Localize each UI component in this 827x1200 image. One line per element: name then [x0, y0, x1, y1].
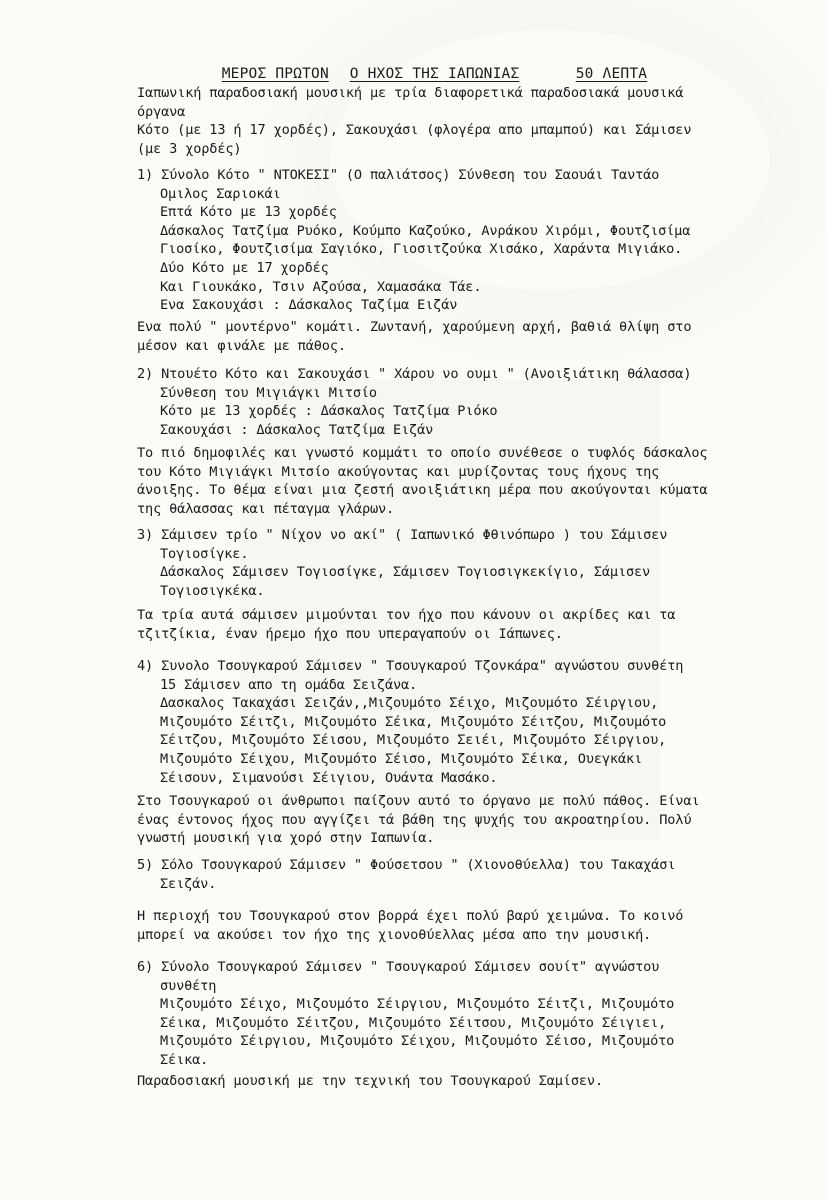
header-title: Ο ΗΧΟΣ ΤΗΣ ΙΑΠΩΝΙΑΣ [349, 66, 520, 82]
piece-detail: Σέικα. [160, 1051, 209, 1068]
piece-5-note [137, 907, 737, 944]
piece-heading: 3) Σάμισεν τρίο " Νίχον νο ακί" ( Ιαπωνικό Φθινόπωρο ) του Σάμισεν [137, 527, 668, 543]
piece-detail: Δάσκαλος Σάμισεν Τογιοσίγκε, Σάμισεν Τογιοσιγκεκίγιο, Σάμισεν [160, 564, 651, 581]
piece-detail: Ομιλος Σαριοκάι [160, 185, 281, 202]
piece-4 [137, 657, 737, 787]
text-line: τζιτζίκια, έναν ήρεμο ήχο που υπεραγαπούν οι Ιάπωνες. [137, 625, 563, 642]
piece-1-note [137, 318, 737, 355]
piece-detail: συνθέτη [160, 977, 217, 994]
piece-detail: Δύο Κότο με 17 χορδές [160, 259, 329, 276]
piece-heading: 5) Σόλο Τσουγκαρού Σάμισεν " Φούσετσου " (Χιονοθύελλα) του Τακαχάσι [137, 857, 676, 873]
text-line: μέσον και φινάλε με πάθος. [137, 337, 346, 354]
text-line: μπορεί να ακούσει τον ήχο της χιονοθύελλας μέσα απο την μουσική. [137, 926, 652, 943]
text-line: (με 3 χορδές) [137, 140, 242, 157]
piece-detail: 15 Σάμισεν απο τη ομάδα Σειζάνα. [160, 676, 418, 693]
piece-detail: Ενα Σακουχάσι : Δάσκαλος Ταζίμα Ειζάν [160, 297, 458, 314]
piece-4-note [137, 792, 737, 848]
piece-detail: Σειζάν. [160, 875, 217, 892]
piece-detail: Μιζουμότο Σέιχο, Μιζουμότο Σέιργιου, Μιζουμότο Σέιτζι, Μιζουμότο [160, 996, 675, 1013]
text-line: άνοιξης. Το θέμα είναι μια ζεστή ανοιξιάτικη μέρα που ακούγονται κύματα [137, 482, 708, 499]
piece-detail: Σύνθεση του Μιγιάγκι Μιτσίο [160, 384, 377, 401]
piece-detail: Και Γιουκάκο, Τσιν Αζούσα, Χαμασάκα Τάε. [160, 278, 482, 295]
piece-detail: Δασκαλος Τακαχάσι Σειζάν,,Μιζουμότο Σέιχο, Μιζουμότο Σέιργιου, [160, 695, 659, 712]
piece-detail: Δάσκαλος Τατζίμα Ρυόκο, Κούμπο Καζούκο, Ανράκου Χιρόμι, Φουτζισίμα [160, 222, 691, 239]
text-line: Το πιό δημοφιλές και γνωστό κομμάτι το οποίο συνέθεσε ο τυφλός δάσκαλος [137, 445, 708, 461]
closing-paragraph [137, 1072, 737, 1091]
intro-paragraph [137, 84, 737, 158]
piece-3-note [137, 606, 737, 643]
piece-detail: Κότο με 13 χορδές : Δάσκαλος Τατζίμα Ριόκο [160, 403, 498, 420]
text-line: της θάλασσας και πέταγμα γλάρων. [137, 500, 395, 517]
text-line: Η περιοχή του Τσουγκαρού στον βορρά έχει πολύ βαρύ χειμώνα. Το κοινό [137, 908, 684, 924]
text-line: Στο Τσουγκαρού οι άνθρωποι παίζουν αυτό το όργανο με πολύ πάθος. Είναι [137, 793, 700, 809]
piece-heading: 6) Σύνολο Τσουγκαρού Σάμισεν " Τσουγκαρού Σάμισεν σουίτ" αγνώστου [137, 959, 660, 975]
piece-detail: Τογιοσίγκε. [160, 545, 249, 562]
piece-6 [137, 958, 737, 1070]
piece-5 [137, 856, 737, 893]
piece-detail: Μιζουμότο Σέιχου, Μιζουμότο Σέισο, Μιζουμότο Σέικα, Ουεγκάκι [160, 750, 643, 767]
piece-detail: Σέιτζου, Μιζουμότο Σέισου, Μιζουμότο Σειέι, Μιζουμότο Σέιργιου, [160, 732, 667, 749]
text-line: του Κότο Μιγιάγκι Μιτσίο ακούγοντας και μυρίζοντας τους ήχους της [137, 463, 660, 480]
piece-2-note [137, 444, 737, 518]
text-line: Ενα πολύ " μοντέρνο" κομάτι. Ζωντανή, χαρούμενη αρχή, βαθιά θλίψη στο [137, 319, 692, 335]
piece-detail: Επτά Κότο με 13 χορδές [160, 204, 337, 221]
piece-3 [137, 526, 737, 600]
piece-detail: Σέισουν, Σιμανούσι Σέιγιου, Ουάντα Μασάκο. [160, 769, 498, 786]
piece-detail: Σακουχάσι : Δάσκαλος Τατζίμα Ειζάν [160, 421, 434, 438]
text-line: όργανα [137, 103, 186, 120]
piece-detail: Σέικα, Μιζουμότο Σέιτζου, Μιζουμότο Σέιτσου, Μιζουμότο Σέιγιει, [160, 1014, 667, 1031]
text-line: Παραδοσιακή μουσική με την τεχνική του Τσουγκαρού Σαμίσεν. [137, 1073, 603, 1089]
piece-1 [137, 166, 737, 315]
text-line: ένας έντονος ήχος που αγγίζει τά βάθη της ψυχής του ακροατηρίου. Πολύ [137, 811, 692, 828]
piece-detail: Τογιοσιγκέκα. [160, 582, 265, 599]
text-line: γνωστή μουσική για χορό στην Ιαπωνία. [137, 830, 435, 847]
piece-heading: 2) Ντουέτο Κότο και Σακουχάσι " Χάρου νο ουμι " (Ανοιξιάτικη θάλασσα) [137, 366, 692, 382]
text-line: Τα τρία αυτά σάμισεν μιμούνται τον ήχο που κάνουν οι ακρίδες και τα [137, 607, 676, 623]
header-part: ΜΕΡΟΣ ΠΡΩΤΟΝ [221, 66, 329, 82]
piece-heading: 4) Συνολο Τσουγκαρού Σάμισεν " Τσουγκαρού Τζονκάρα" αγνώστου συνθέτη [137, 658, 684, 674]
text-line: Κότο (με 13 ή 17 χορδές), Σακουχάσι (φλογέρα απο μπαμπού) και Σάμισεν [137, 122, 692, 139]
piece-2 [137, 365, 737, 439]
header-duration: 50 ΛΕΠΤΑ [575, 66, 648, 82]
text-line: Ιαπωνική παραδοσιακή μουσική με τρία διαφορετικά παραδοσιακά μουσικά [137, 85, 684, 101]
piece-detail: Μιζουμότο Σέιργιου, Μιζουμότο Σέιχου, Μιζουμότο Σέισο, Μιζουμότο [160, 1033, 675, 1050]
piece-detail: Γιοσίκο, Φουτζισίμα Σαγιόκο, Γιοσιτζούκα Χισάκο, Χαράντα Μιγιάκο. [160, 241, 683, 258]
piece-detail: Μιζουμότο Σέιτζι, Μιζουμότο Σέικα, Μιζουμότο Σέιτζου, Μιζουμότο [160, 713, 667, 730]
piece-heading: 1) Σύνολο Κότο " ΝΤΟΚΕΣΙ" (Ο παλιάτσος) Σύνθεση του Σαουάι Ταντάο [137, 167, 660, 183]
